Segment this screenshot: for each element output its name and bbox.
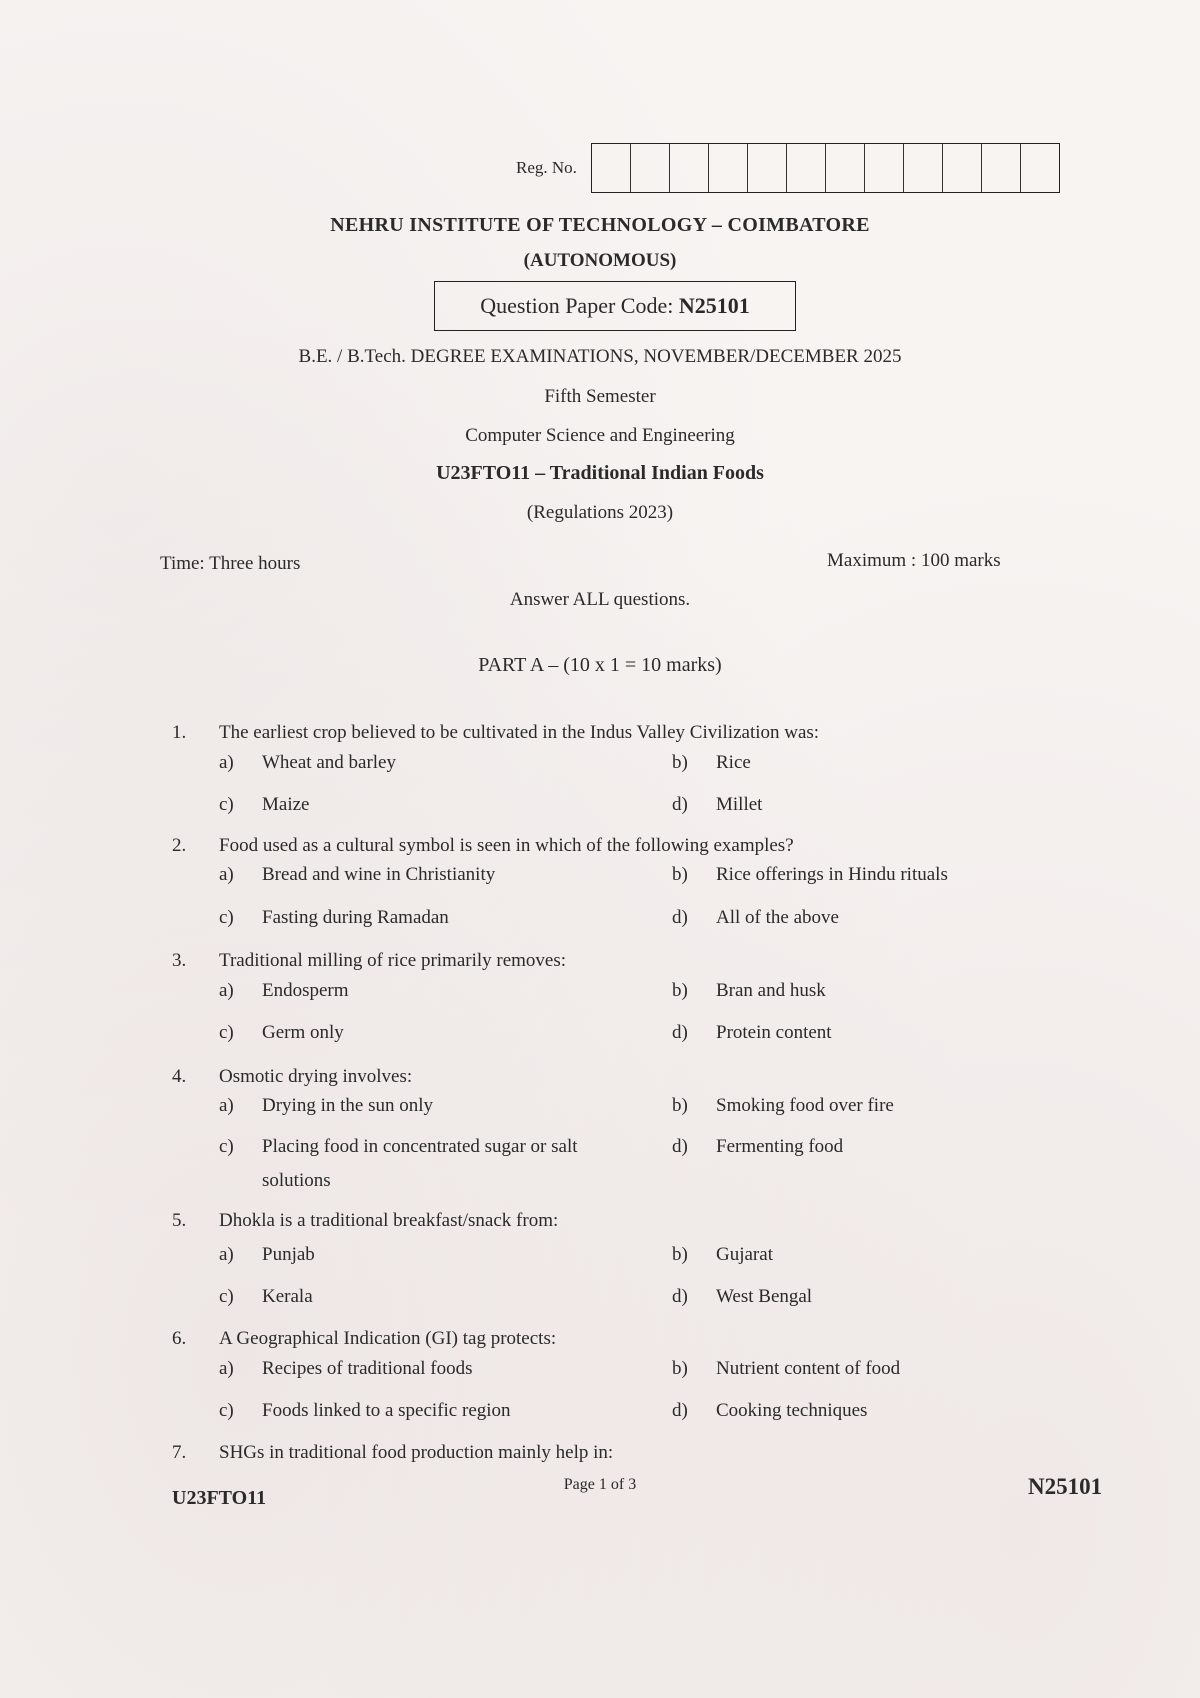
reg-digit-box[interactable] <box>982 144 1021 192</box>
question-text: Osmotic drying involves: <box>219 1066 413 1087</box>
reg-digit-box[interactable] <box>592 144 631 192</box>
autonomous-label: (AUTONOMOUS) <box>523 250 677 271</box>
reg-no-boxes[interactable] <box>591 143 1060 193</box>
reg-digit-box[interactable] <box>826 144 865 192</box>
option-letter: a) <box>219 1358 234 1379</box>
option-letter: a) <box>219 752 234 773</box>
reg-digit-box[interactable] <box>631 144 670 192</box>
option-letter: a) <box>219 980 234 1001</box>
course-title: U23FTO11 – Traditional Indian Foods <box>436 462 764 484</box>
option-text: Punjab <box>262 1244 315 1265</box>
footer-paper-code: N25101 <box>1028 1474 1103 1499</box>
option-letter: c) <box>219 1286 234 1307</box>
option-letter: c) <box>219 1400 234 1421</box>
option-text: Placing food in concentrated sugar or salt <box>262 1136 578 1157</box>
question-text: Traditional milling of rice primarily removes: <box>219 950 567 971</box>
option-letter: c) <box>219 907 234 928</box>
option-text: Smoking food over fire <box>716 1095 894 1116</box>
department: Computer Science and Engineering <box>465 425 735 446</box>
option-text: Gujarat <box>716 1244 773 1265</box>
option-letter: d) <box>672 907 688 928</box>
option-letter: d) <box>672 794 688 815</box>
option-text: Bran and husk <box>716 980 826 1001</box>
option-letter: b) <box>672 752 688 773</box>
footer-course-code: U23FTO11 <box>172 1487 267 1509</box>
option-text: Drying in the sun only <box>262 1095 433 1116</box>
reg-digit-box[interactable] <box>748 144 787 192</box>
exam-title: B.E. / B.Tech. DEGREE EXAMINATIONS, NOVEMBER/DECEMBER 2025 <box>298 346 902 367</box>
option-letter: b) <box>672 1358 688 1379</box>
reg-digit-box[interactable] <box>943 144 982 192</box>
reg-digit-box[interactable] <box>709 144 748 192</box>
option-letter: b) <box>672 1244 688 1265</box>
option-letter: d) <box>672 1400 688 1421</box>
max-marks: Maximum : 100 marks <box>827 550 1001 571</box>
question-text: Dhokla is a traditional breakfast/snack from: <box>219 1210 559 1231</box>
question-number: 4. <box>172 1066 187 1087</box>
option-text: Maize <box>262 794 310 815</box>
qpc-value: N25101 <box>678 293 750 318</box>
option-letter: d) <box>672 1286 688 1307</box>
option-letter: a) <box>219 864 234 885</box>
question-text: Food used as a cultural symbol is seen in which of the following examples? <box>219 835 794 856</box>
question-text: A Geographical Indication (GI) tag protects: <box>219 1328 557 1349</box>
question-text: The earliest crop believed to be cultivated in the Indus Valley Civilization was: <box>219 722 820 743</box>
option-letter: b) <box>672 1095 688 1116</box>
option-text: Recipes of traditional foods <box>262 1358 473 1379</box>
question-paper-code-box <box>434 281 796 331</box>
reg-digit-box[interactable] <box>1021 144 1059 192</box>
option-text: Bread and wine in Christianity <box>262 864 496 885</box>
question-number: 5. <box>172 1210 187 1231</box>
reg-no-row <box>516 143 1060 193</box>
qpc-label: Question Paper Code: <box>480 293 679 318</box>
option-letter: a) <box>219 1244 234 1265</box>
option-text: Foods linked to a specific region <box>262 1400 511 1421</box>
reg-digit-box[interactable] <box>787 144 826 192</box>
option-text: Protein content <box>716 1022 832 1043</box>
question-number: 7. <box>172 1442 187 1463</box>
option-letter: c) <box>219 1136 234 1157</box>
option-text: Millet <box>716 794 763 815</box>
institute-name: NEHRU INSTITUTE OF TECHNOLOGY – COIMBATORE <box>330 214 870 236</box>
option-text: Cooking techniques <box>716 1400 868 1421</box>
option-letter: c) <box>219 794 234 815</box>
question-number: 3. <box>172 950 187 971</box>
option-text: Endosperm <box>262 980 349 1001</box>
question-number: 2. <box>172 835 187 856</box>
option-text: All of the above <box>716 907 839 928</box>
option-text: Fasting during Ramadan <box>262 907 449 928</box>
option-text: Nutrient content of food <box>716 1358 901 1379</box>
option-text: West Bengal <box>716 1286 813 1307</box>
option-text-continuation: solutions <box>262 1170 331 1191</box>
option-letter: b) <box>672 864 688 885</box>
option-text: Rice offerings in Hindu rituals <box>716 864 948 885</box>
option-letter: d) <box>672 1022 688 1043</box>
option-letter: b) <box>672 980 688 1001</box>
option-text: Germ only <box>262 1022 344 1043</box>
reg-digit-box[interactable] <box>670 144 709 192</box>
option-text: Fermenting food <box>716 1136 844 1157</box>
option-text: Wheat and barley <box>262 752 396 773</box>
option-text: Rice <box>716 752 751 773</box>
footer-page-number: Page 1 of 3 <box>563 1476 637 1493</box>
reg-digit-box[interactable] <box>904 144 943 192</box>
option-letter: a) <box>219 1095 234 1116</box>
option-letter: c) <box>219 1022 234 1043</box>
question-number: 1. <box>172 722 187 743</box>
semester: Fifth Semester <box>544 386 656 407</box>
question-text: SHGs in traditional food production mainly help in: <box>219 1442 614 1463</box>
instructions: Answer ALL questions. <box>509 589 691 610</box>
regulations: (Regulations 2023) <box>526 502 674 523</box>
question-number: 6. <box>172 1328 187 1349</box>
reg-no-label: Reg. No. <box>516 158 577 177</box>
option-letter: d) <box>672 1136 688 1157</box>
reg-digit-box[interactable] <box>865 144 904 192</box>
time-allowed: Time: Three hours <box>160 553 301 574</box>
option-text: Kerala <box>262 1286 313 1307</box>
part-a-heading: PART A – (10 x 1 = 10 marks) <box>478 654 722 676</box>
